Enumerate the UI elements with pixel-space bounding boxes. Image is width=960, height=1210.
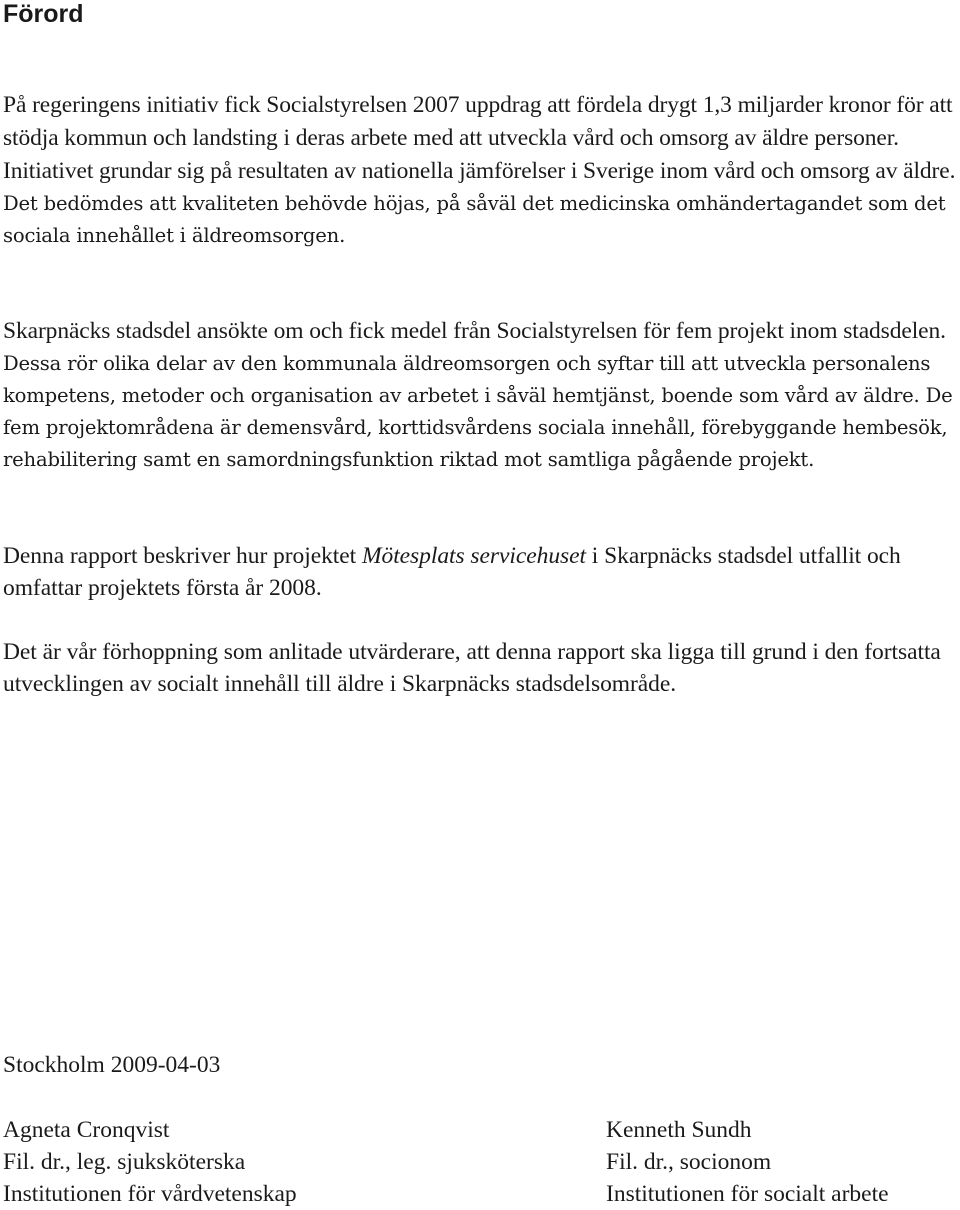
paragraph-report-before: Denna rapport beskriver hur projektet [3, 543, 362, 569]
paragraph-projects [3, 315, 959, 476]
signer-2-institution: Institutionen för socialt arbete [606, 1181, 889, 1207]
signer-2-name: Kenneth Sundh [606, 1117, 752, 1143]
paragraph-intro [3, 89, 959, 252]
signer-2 [606, 1114, 889, 1210]
project-title: Mötesplats servicehuset [361, 543, 586, 569]
signer-1-institution: Institutionen för vårdvetenskap [3, 1181, 297, 1207]
paragraph-hope: Det är vår förhoppning som anlitade utvärderare, att denna rapport ska ligga till grund i den fortsatta utvecklingen av socialt innehåll till äldre i Skarpnäcks stadsdelsområde. [3, 639, 941, 697]
signer-2-degree: Fil. dr., socionom [606, 1149, 772, 1175]
paragraph-projects-part-1: Skarpnäcks stadsdel ansökte om och fick medel från Socialstyrelsen för fem projekt inom stadsdelen. [3, 318, 946, 344]
place-date: Stockholm 2009-04-03 [3, 1052, 221, 1078]
page-title: Förord [3, 0, 84, 28]
paragraph-report [3, 540, 959, 604]
signer-1-name: Agneta Cronqvist [3, 1117, 170, 1143]
paragraph-projects-part-2: Dessa rör olika delar av den kommunala äldreomsorgen och syftar till att utveckla personalens kompetens, metoder och organisation av arbetet i såväl hemtjänst, boende som vård av äldre. De fem projektområdena är demensvård, korttidsvårdens sociala innehåll, förebyggande hembesök, rehabilitering samt en samordningsfunktion riktad mot samtliga pågående projekt. [3, 352, 953, 471]
signer-1-degree: Fil. dr., leg. sjuksköterska [3, 1149, 246, 1175]
paragraph-report-after: i Skarpnäcks stadsdel utfallit och omfattar projektets första år 2008. [3, 543, 901, 601]
signer-1 [3, 1114, 297, 1210]
paragraph-intro-part-2: Det bedömdes att kvaliteten behövde höjas, på såväl det medicinska omhändertagandet som det sociala innehållet i äldreomsorgen. [3, 192, 946, 247]
paragraph-intro-part-1: På regeringens initiativ fick Socialstyrelsen 2007 uppdrag att fördela drygt 1,3 miljarder kronor för att stödja kommun och landsting i deras arbete med att utveckla vård och omsorg av äldre personer. Initiativet grundar sig på resultaten av nationella jämförelser i Sverige inom vård och omsorg av äldre. [3, 92, 956, 184]
